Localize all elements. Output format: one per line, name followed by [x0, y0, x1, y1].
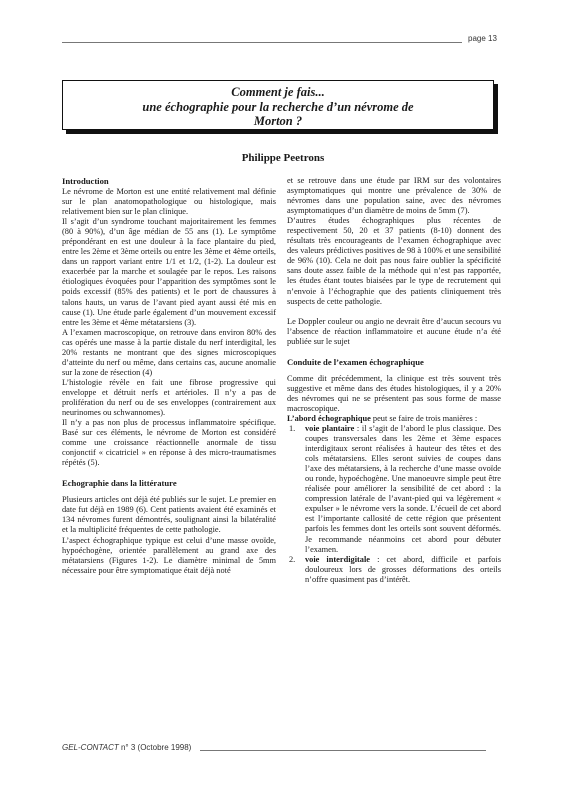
paragraph: et se retrouve dans une étude par IRM sur des volontaires asymptomatiques qui montre une prévalence de 30% de névromes dans une population saine, avec des névromes asymptomatiques d’un diamètre de moins de 5mm (7).: [287, 176, 501, 216]
left-column: [62, 176, 276, 576]
section-heading-conduite: Conduite de l’examen échographique: [287, 356, 424, 367]
approach-list: [287, 424, 501, 585]
paragraph: Comme dit précédemment, la clinique est très souvent très suggestive et même dans des études histologiques, il y a 20% des névromes qui ne se présentent pas sous forme de masse macroscopique.: [287, 373, 501, 413]
issue-info: n° 3 (Octobre 1998): [120, 743, 192, 752]
paragraph: D’autres études échographiques plus récentes de respectivement 50, 20 et 37 patients (8-10) donnent des résultats très encourageants de l’examen échographique avec des valeurs prédictives positives de 98 à 100% et une sensibilité de 96% (10). Cela ne doit pas nous faire oublier la spécificité sans doute assez faible de la méthode qui n’est pas rapportée, les études étant toutes biaisées par le type de recrutement qui n’envoie à l’échographie que des patients cliniquement très suspects de cette pathologie.: [287, 216, 501, 306]
list-item-text: : cet abord, difficile et parfois douloureux lors de grosses déformations des orteils n’offre quasiment pas d’intérêt.: [305, 554, 501, 584]
section-heading-introduction: Introduction: [62, 176, 109, 186]
right-column: [287, 176, 501, 585]
abord-label: L’abord échographique: [287, 413, 371, 423]
paragraph: L’aspect échographique typique est celui d’une masse ovoïde, hypoéchogène, orientée parallèlement au grand axe des métatarsiens (Figures 1-2). Le diamètre minimal de 5mm nécessaire pour être symptomatique était déjà noté: [62, 535, 276, 575]
author-name: Philippe Peetrons: [241, 152, 325, 164]
list-item-label: voie plantaire: [305, 423, 355, 433]
list-number: 1.: [289, 423, 296, 433]
abord-text: peut se faire de trois manières :: [370, 413, 478, 423]
header-rule: [62, 42, 462, 43]
paragraph-abord: [287, 414, 501, 424]
section-heading-litterature: Echographie dans la littérature: [62, 478, 177, 489]
list-item-label: voie interdigitale: [305, 554, 370, 564]
paragraph: Plusieurs articles ont déjà été publiés sur le sujet. Le premier en date fut déjà en 1989 (6). Cent patients avaient été examinés et 134 névromes furent démontrés, soulignant ainsi la bilatéralité et la multiplicité fréquentes de cette pathologie.: [62, 495, 276, 535]
list-item-text: : il s’agit de l’abord le plus classique. Des coupes transversales dans les 2ème et 3ème espaces interdigitaux seront réalisées à hauteur des têtes et des cols métatarsiens. Elles seront suivies de coupes dans l’axe des métatarsiens, à la recherche d’une masse ovoïde ou ronde, hypoéchogène. Une manoeuvre simple peut être réalisée pour améliorer la sensibilité de cet abord : la compression latérale de l’avant-pied qui va légèrement « expulser » le névrome vers la sonde. L’écueil de cet abord est l’importante callosité de cette région que présentent parfois les femmes dont les orteils sont souvent déformés. Je recommande néanmoins cet abord pour débuter l’examen.: [305, 423, 502, 554]
list-item: [287, 555, 501, 585]
footer-rule: [200, 750, 486, 751]
paragraph: A l’examen macroscopique, on retrouve dans environ 80% des cas opérés une masse à la partie distale du nerf interdigital, les 20% restants ne montrant que des signes microscopiques d’atteinte du nerf ou même, dans certains cas, aucune anomalie sur la zone de résection (4): [62, 327, 276, 377]
article-title-box: [62, 80, 494, 130]
title-line-1: Comment je fais...: [231, 85, 325, 99]
list-number: 2.: [289, 554, 296, 564]
title-line-2: une échographie pour la recherche d’un névrome de: [142, 99, 414, 114]
paragraph: Le Doppler couleur ou angio ne devrait être d’aucun secours vu l’absence de réaction inflammatoire et aucune étude n’a été publiée sur le sujet: [287, 316, 501, 346]
paragraph: L’histologie révèle en fait une fibrose progressive qui enveloppe et détruit nerfs et artérioles. Il n’y a pas de prolifération du nerf ou de ses enveloppes (contrairement aux neurinomes ou schwannomes).: [62, 377, 276, 418]
paragraph: Il n’y a pas non plus de processus inflammatoire spécifique. Basé sur ces éléments, le névrome de Morton est considéré comme une croissance réactionnelle anormale de tissu conjonctif « cicatriciel » en réponse à des micro-traumatismes répétés (5).: [62, 418, 276, 468]
journal-name: GEL-CONTACT: [62, 743, 119, 752]
page-number: page 13: [468, 34, 497, 43]
paragraph: Il s’agit d’un syndrome touchant majoritairement les femmes (80 à 90%), d’un âge médian de 55 ans (1). Le symptôme prépondérant en est une douleur à la face plantaire du pied, entre les 2ème et 3ème orteils ou entre les 3ème et 4ème orteils, dans un rapport variant entre 1/1 et 1/2, (1-2). La douleur est exacerbée par la marche et soulagée par le repos. Les raisons étiologiques évoquées pour l’apparition des symptômes sont le poids excessif (85% des patients) et le port de chaussures à talons hauts, un varus de l’avant pied ayant aussi été mis en cause (1). Une étude parle également d’un mouvement excessif entre les 3ème et 4ème métatarsiens (3).: [62, 217, 276, 327]
list-item: [287, 424, 501, 555]
paragraph: Le névrome de Morton est une entité relativement mal définie sur le plan anatomopathologique ou histologique, mais relativement bien sur le plan clinique.: [62, 187, 276, 217]
title-line-3: Morton ?: [253, 114, 303, 128]
footer: [62, 743, 191, 752]
